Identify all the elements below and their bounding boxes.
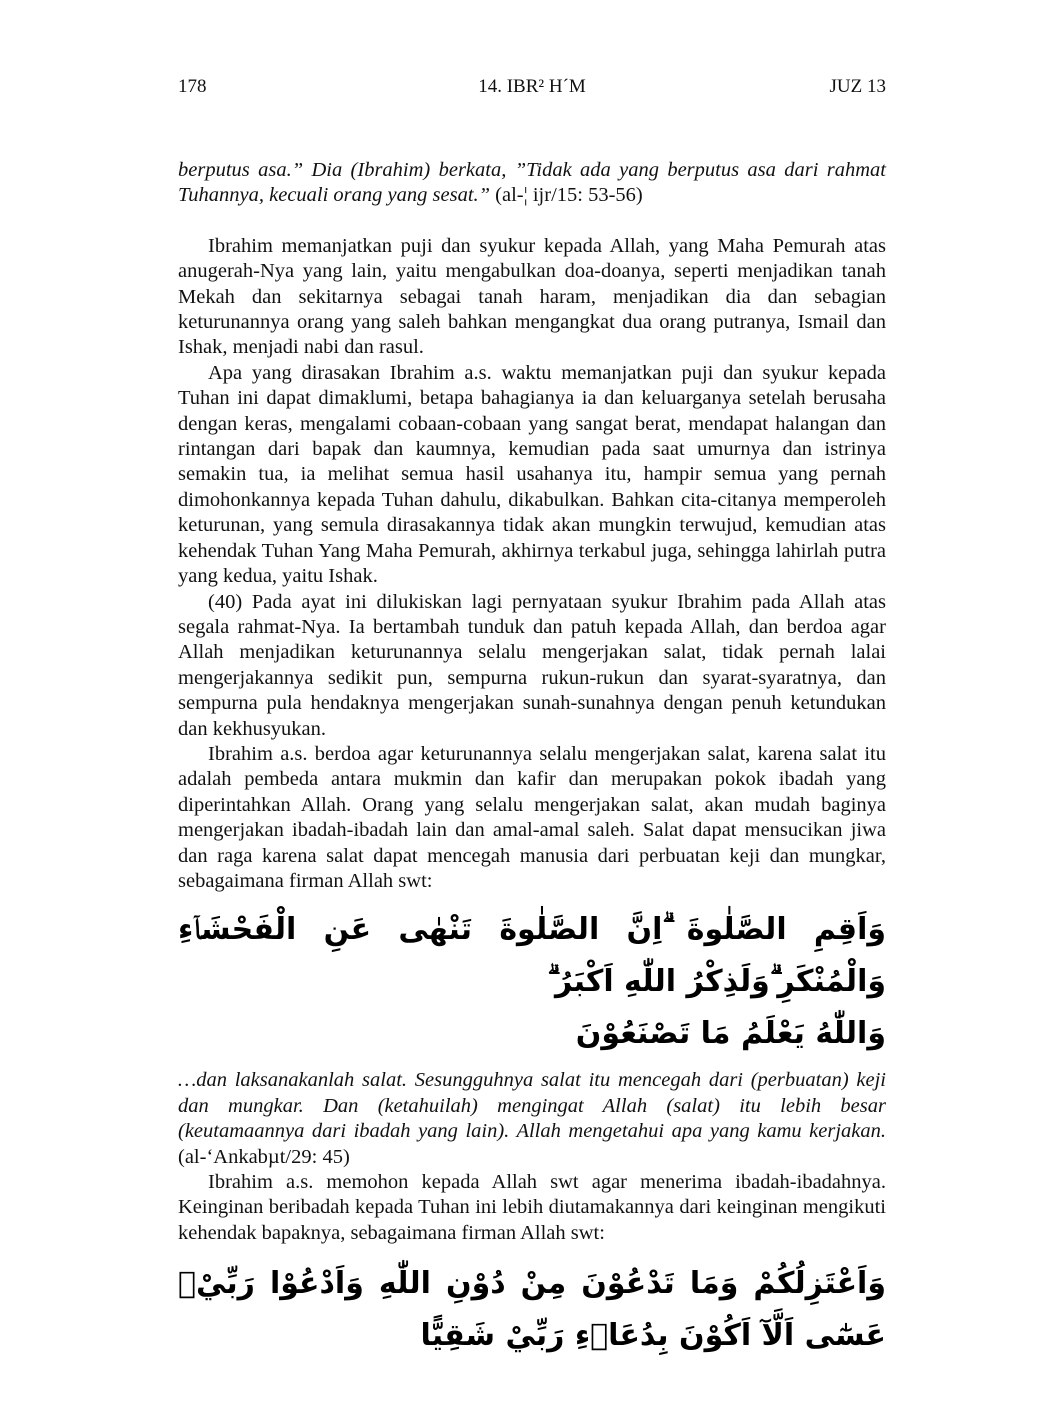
paragraph: Apa yang dirasakan Ibrahim a.s. waktu memanjatkan puji dan syukur kepada Tuhan ini dapat dimaklumi, betapa bahagianya ia dan keluarganya setelah berusaha dengan keras, mengalami cobaan-cobaan yang sangat berat, mendapat halangan dan rintangan dari bapak dan kaumnya, kemudian pada saat umurnya dan istrinya semakin tua, ia melihat semua hasil usahanya itu, hampir semua yang pernah dimohonkannya kepada Tuhan dahulu, dikabulkan. Bahkan cita-citanya memperoleh keturunan, yang semula dirasakannya tidak akan mungkin terwujud, kemudian atas kehendak Tuhan Yang Maha Pemurah, akhirnya terkabul juga, sehingga lahirlah putra yang kedua, yaitu Ishak.: [178, 361, 886, 588]
surah-title: 14. IBR² H´M: [478, 76, 586, 97]
verse-reference: (al-‘Ankabµt/29: 45): [178, 1145, 350, 1168]
paragraph-translation: [178, 1068, 886, 1170]
arabic-verse-line: وَاَقِمِ الصَّلٰوةَ ۗاِنَّ الصَّلٰوةَ تَنْهٰى عَنِ الْفَحْشَاۤءِ وَالْمُنْكَرِ ۗوَلَذِكْرُ اللّٰهِ اَكْبَرُ ۗ: [178, 912, 886, 1000]
translation-italic: berputus asa.” Dia (Ibrahim) berkata, ”Tidak ada yang berputus asa dari rahmat Tuhannya, kecuali orang yang sesat.”: [178, 159, 886, 207]
paragraph: Ibrahim a.s. berdoa agar keturunannya selalu mengerjakan salat, karena salat itu adalah pembeda antara mukmin dan kafir dan merupakan pokok ibadah yang diperintahkan Allah. Orang yang selalu mengerjakan salat, akan mudah baginya mengerjakan ibadah-ibadah lain dan amal-amal saleh. Salat dapat mensucikan jiwa dan raga karena salat dapat mencegah manusia dari perbuatan keji dan mungkar, sebagaimana firman Allah swt:: [178, 742, 886, 892]
arabic-verse: [178, 904, 886, 1060]
juz-label: JUZ 13: [829, 76, 886, 97]
paragraph-translation-continued: [178, 158, 886, 209]
body-text: [178, 158, 886, 1370]
paragraph: Ibrahim memanjatkan puji dan syukur kepada Allah, yang Maha Pemurah atas anugerah-Nya yang lain, yaitu mengabulkan doa-doanya, seperti menjadikan tanah Mekah dan sekitarnya sebagai tanah haram, menjadikan dia dan sebagian keturunannya orang yang saleh bahkan mengangkat dua orang putranya, Ismail dan Ishak, menjadi nabi dan rasul.: [178, 234, 886, 359]
page-number: 178: [178, 76, 207, 97]
arabic-verse-line: وَاللّٰهُ يَعْلَمُ مَا تَصْنَعُوْنَ: [575, 1016, 886, 1052]
arabic-verse-line: وَاَعْتَزِلُكُمْ وَمَا تَدْعُوْنَ مِنْ دُوْنِ اللّٰهِ وَاَدْعُوْا رَبِّيْۖ عَسٰٓى اَلَّآ اَكُوْنَ بِدُعَاۤءِ رَبِّيْ شَقِيًّا: [178, 1266, 886, 1354]
paragraph: Ibrahim a.s. memohon kepada Allah swt agar menerima ibadah-ibadahnya. Keinginan beribadah kepada Tuhan ini lebih diutamakannya dari keinginan mengikuti kehendak bapaknya, sebagaimana firman Allah swt:: [178, 1171, 886, 1244]
running-header: [178, 76, 886, 102]
paragraph: (40) Pada ayat ini dilukiskan lagi pernyataan syukur Ibrahim pada Allah atas segala rahmat-Nya. Ia bertambah tunduk dan patuh kepada Allah, dan berdoa agar Allah menjadikan keturunannya selalu mengerjakan salat, tidak pernah lalai mengerjakannya sedikit pun, sempurna rukun-rukun dan syarat-syaratnya, dan sempurna pula hendaknya mengerjakan sunah-sunahnya dengan penuh ketundukan dan kekhusyukan.: [178, 590, 886, 740]
verse-reference: (al-¦ ijr/15: 53-56): [490, 184, 643, 207]
translation-italic: …dan laksanakanlah salat. Sesungguhnya salat itu mencegah dari (perbuatan) keji dan mungkar. Dan (ketahuilah) mengingat Allah (salat) itu lebih besar (keutamaannya dari ibadah yang lain). Allah mengetahui apa yang kamu kerjakan.: [178, 1069, 886, 1143]
arabic-verse: [178, 1258, 886, 1362]
